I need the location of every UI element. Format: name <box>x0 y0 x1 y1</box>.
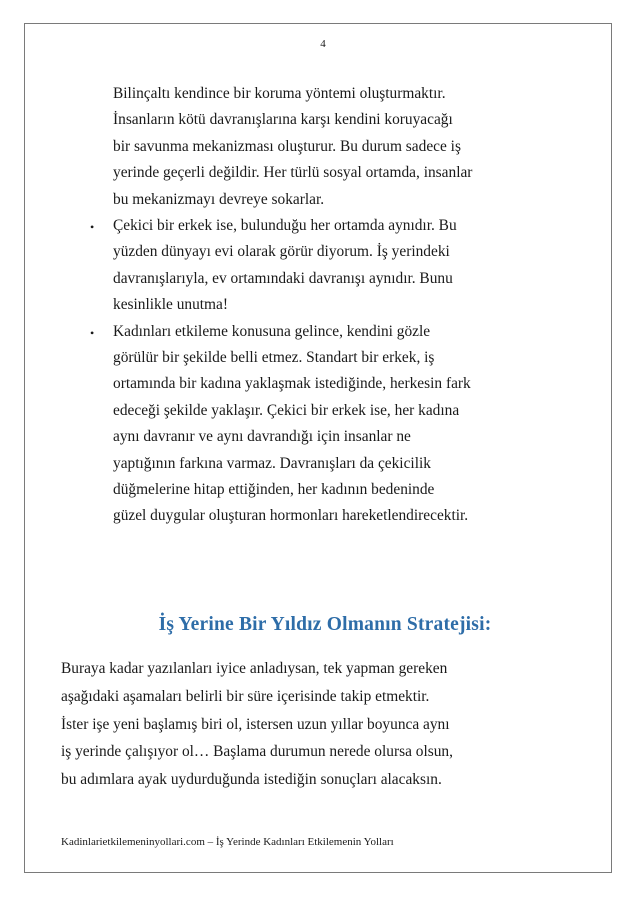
text-line: yerinde geçerli değildir. Her türlü sosyal ortamda, insanlar <box>113 164 473 182</box>
text-line: İster işe yeni başlamış biri ol, istersen uzun yıllar boyunca aynı <box>61 715 450 733</box>
bullet-text <box>113 213 583 319</box>
text-line: yüzden dünyayı evi olarak görür diyorum. İş yerindeki <box>113 243 450 261</box>
bullet-item <box>90 319 590 530</box>
text-line: bu mekanizmayı devreye sokarlar. <box>113 190 325 208</box>
text-line: bu adımlara ayak uydurduğunda istediğin sonuçları alacaksın. <box>61 771 442 789</box>
text-line: güzel duygular oluşturan hormonları hareketlendirecektir. <box>113 507 469 525</box>
text-line: yaptığının farkına varmaz. Davranışları da çekicilik <box>113 454 431 472</box>
body-paragraph <box>61 655 586 794</box>
page-footer: Kadinlarietkilemeninyollari.com – İş Yerinde Kadınları Etkilemenin Yolları <box>61 836 394 848</box>
bullet-icon: • <box>90 220 95 234</box>
text-line: edeceği şekilde yaklaşır. Çekici bir erkek ise, her kadına <box>113 401 460 419</box>
text-line: aşağıdaki aşamaları belirli bir süre içerisinde takip etmektir. <box>61 687 430 705</box>
continuation-paragraph <box>113 81 583 213</box>
text-line: bir savunma mekanizması oluşturur. Bu durum sadece iş <box>113 137 461 155</box>
text-line: kesinlikle unutma! <box>113 296 228 314</box>
text-line: aynı davranır ve aynı davrandığı için insanlar ne <box>113 428 411 446</box>
text-line: ortamında bir kadına yaklaşmak istediğinde, herkesin fark <box>113 375 471 393</box>
text-line: Kadınları etkileme konusuna gelince, kendini gözle <box>113 322 431 340</box>
bullet-item <box>90 213 590 319</box>
text-line: iş yerinde çalışıyor ol… Başlama durumun nerede olursa olsun, <box>61 743 453 761</box>
bullet-list <box>90 213 590 530</box>
text-line: görülür bir şekilde belli etmez. Standart bir erkek, iş <box>113 349 435 367</box>
text-line: davranışlarıyla, ev ortamındaki davranışı aynıdır. Bunu <box>113 269 453 287</box>
bullet-icon: • <box>90 325 95 340</box>
text-line: Bilinçaltı kendince bir koruma yöntemi oluşturmaktır. <box>113 85 446 102</box>
text-line: İnsanların kötü davranışlarına karşı kendini koruyacağı <box>113 111 453 129</box>
page-number: 4 <box>320 38 326 50</box>
text-line: Buraya kadar yazılanları iyice anladıysan, tek yapman gereken <box>61 660 448 677</box>
text-line: Çekici bir erkek ise, bulunduğu her ortamda aynıdır. Bu <box>113 217 457 234</box>
text-line: düğmelerine hitap ettiğinden, her kadının bedeninde <box>113 481 435 499</box>
bullet-text <box>113 319 583 530</box>
section-heading: İş Yerine Bir Yıldız Olmanın Stratejisi: <box>158 614 492 635</box>
